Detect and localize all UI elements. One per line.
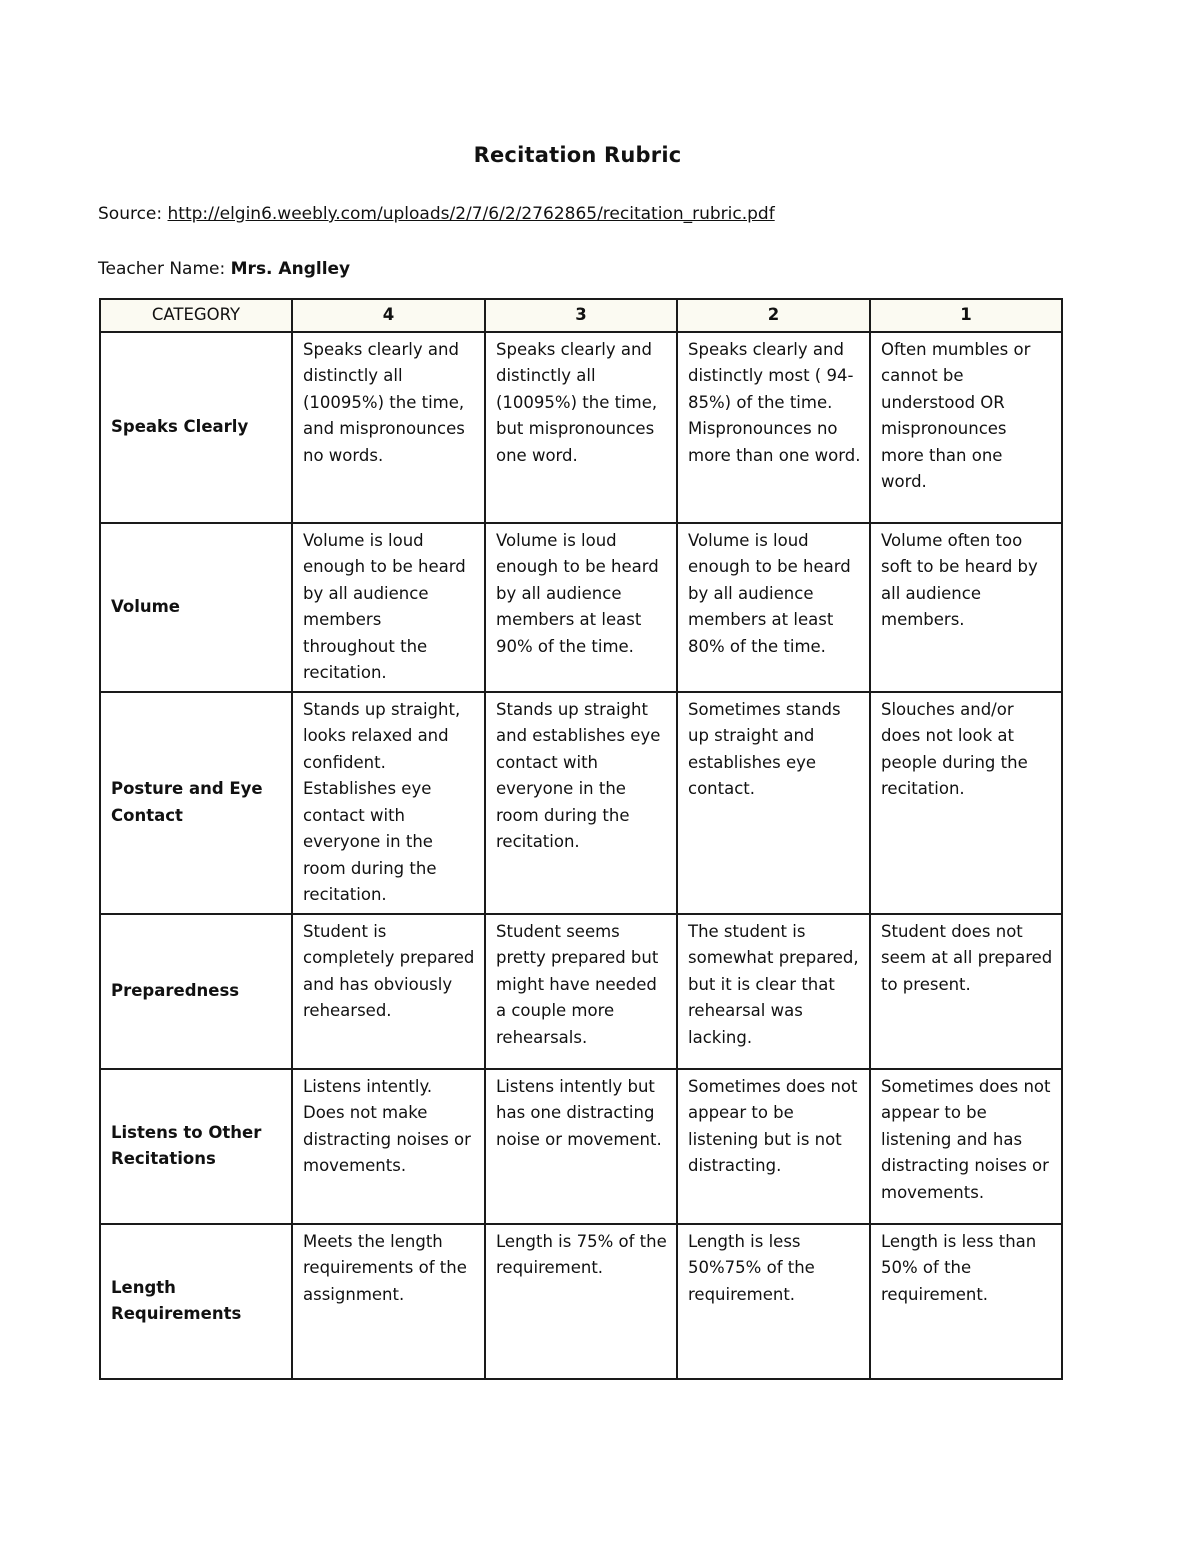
table-cell: Slouches and/or does not look at people during the recitation. [870,692,1062,914]
table-row [100,332,1062,523]
source-label: Source: [98,204,168,224]
table-cell: Listens intently. Does not make distracting noises or movements. [292,1069,485,1224]
header-score-2: 2 [677,299,870,332]
table-cell: Often mumbles or cannot be understood OR mispronounces more than one word. [870,332,1062,523]
table-header-row [100,299,1062,332]
table-cell: Student is completely prepared and has obviously rehearsed. [292,914,485,1069]
table-cell: Volume is loud enough to be heard by all audience members at least 90% of the time. [485,523,677,692]
table-cell: Student does not seem at all prepared to present. [870,914,1062,1069]
table-cell: Sometimes does not appear to be listening and has distracting noises or movements. [870,1069,1062,1224]
source-link[interactable]: http://elgin6.weebly.com/uploads/2/7/6/2/2762865/recitation_rubric.pdf [167,204,775,224]
table-row [100,914,1062,1069]
table-cell: Student seems pretty prepared but might have needed a couple more rehearsals. [485,914,677,1069]
table-row [100,1069,1062,1224]
table-row [100,523,1062,692]
table-cell: Speaks clearly and distinctly most ( 94-85%) of the time. Mispronounces no more than one word. [677,332,870,523]
table-cell: Volume often too soft to be heard by all audience members. [870,523,1062,692]
table-cell: The student is somewhat prepared, but it is clear that rehearsal was lacking. [677,914,870,1069]
table-cell: Meets the length requirements of the assignment. [292,1224,485,1379]
table-cell: Length is less than 50% of the requirement. [870,1224,1062,1379]
table-cell: Length is less 50%75% of the requirement. [677,1224,870,1379]
rubric-table [99,298,1063,1380]
header-score-1: 1 [870,299,1062,332]
table-cell: Length is 75% of the requirement. [485,1224,677,1379]
header-score-4: 4 [292,299,485,332]
table-cell: Stands up straight, looks relaxed and confident. Establishes eye contact with everyone in the room during the recitation. [292,692,485,914]
teacher-label: Teacher Name: [98,259,231,279]
row-category: Length Requirements [100,1224,292,1379]
document-title: Recitation Rubric [473,143,682,167]
row-category: Listens to Other Recitations [100,1069,292,1224]
teacher-line [98,259,350,279]
table-cell: Sometimes stands up straight and establishes eye contact. [677,692,870,914]
source-line [98,204,775,224]
teacher-name: Mrs. Anglley [230,259,351,279]
row-category: Speaks Clearly [100,332,292,523]
row-category: Preparedness [100,914,292,1069]
table-row [100,1224,1062,1379]
table-cell: Volume is loud enough to be heard by all audience members throughout the recitation. [292,523,485,692]
table-cell: Volume is loud enough to be heard by all audience members at least 80% of the time. [677,523,870,692]
table-row [100,692,1062,914]
table-cell: Sometimes does not appear to be listening but is not distracting. [677,1069,870,1224]
header-score-3: 3 [485,299,677,332]
header-category: CATEGORY [100,299,292,332]
row-category: Posture and Eye Contact [100,692,292,914]
row-category: Volume [100,523,292,692]
table-cell: Stands up straight and establishes eye contact with everyone in the room during the recitation. [485,692,677,914]
table-cell: Listens intently but has one distracting noise or movement. [485,1069,677,1224]
table-cell: Speaks clearly and distinctly all (10095%) the time, and mispronounces no words. [292,332,485,523]
table-cell: Speaks clearly and distinctly all (10095%) the time, but mispronounces one word. [485,332,677,523]
